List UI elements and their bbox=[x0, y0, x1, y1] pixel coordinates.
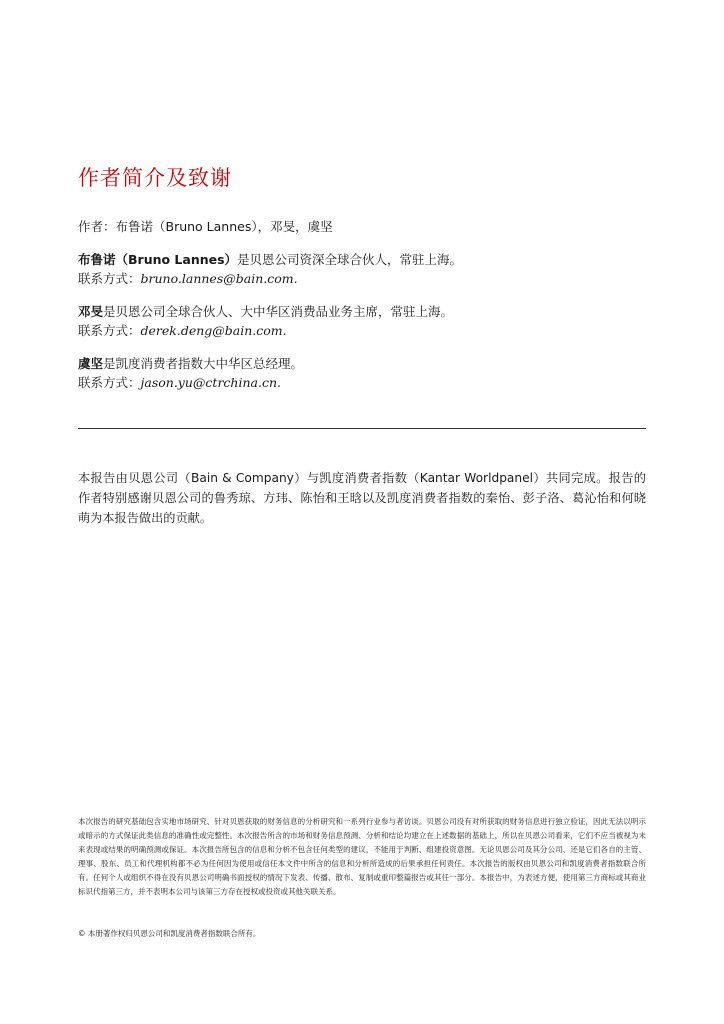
authors-line: 作者：布鲁诺（Bruno Lannes），邓旻，虞坚 bbox=[78, 219, 333, 234]
author-bio-bruno bbox=[78, 250, 462, 288]
bio-contact-line bbox=[78, 321, 453, 340]
contact-label: 联系方式： bbox=[78, 323, 141, 338]
author-name: 邓旻 bbox=[78, 304, 104, 319]
copyright-notice: © 本册著作权归贝恩公司和凯度消费者指数联合所有。 bbox=[78, 929, 261, 938]
author-description: 是贝恩公司资深全球合伙人，常驻上海。 bbox=[237, 252, 463, 267]
author-email: bruno.lannes@bain.com. bbox=[140, 271, 298, 286]
disclaimer-paragraph: 本次报告的研究基础包含实地市场研究、针对贝恩获取的财务信息的分析研究和一系列行业参与者访谈。贝恩公司没有对所获取的财务信息进行独立验证，因此无法以明示或暗示的方式保证此类信息的准确性或完整性。本次报告所含的市场和财务信息预测、分析和结论均建立在上述数据的基础上，所以在贝恩公司看来，它们不应当被视为未来表现或结果的明确预测或保证。本次报告所包含的信息和分析不包含任何类型的建议，不能用于判断、组建投资意图。无论贝恩公司及其分公司、还是它们各自的主管、理事、股东、员工和代理机构都不必为任何因为使用或信任本文件中所含的信息和分析所造成的后果承担任何责任。本次报告的版权由贝恩公司和凯度消费者指数联合所有。任何个人或组织不得在没有贝恩公司明确书面授权的情况下发表、传播、散布、复制或重印整篇报告或其任一部分。本报告中，为表述方便，使用第三方商标或其商业标识代指第三方，并不表明本公司与该第三方存在授权或投资或其他关联关系。 bbox=[78, 817, 646, 896]
section-divider bbox=[78, 428, 646, 429]
author-description: 是凯度消费者指数大中华区总经理。 bbox=[103, 356, 304, 371]
author-bio-yu bbox=[78, 354, 303, 392]
bio-contact-line bbox=[78, 373, 303, 392]
author-email: jason.yu@ctrchina.cn. bbox=[140, 375, 281, 390]
author-bio-deng bbox=[78, 302, 453, 340]
bio-contact-line bbox=[78, 269, 462, 288]
bio-intro-line bbox=[78, 250, 462, 269]
author-name: 虞坚 bbox=[78, 356, 104, 371]
author-email: derek.deng@bain.com. bbox=[140, 323, 287, 338]
author-name: 布鲁诺（Bruno Lannes） bbox=[78, 252, 238, 267]
acknowledgement-paragraph: 本报告由贝恩公司（Bain & Company）与凯度消费者指数（Kantar Worldpanel）共同完成。报告的作者特别感谢贝恩公司的鲁秀琼、方玮、陈怡和王晗以及凯度消费者指数的秦怡、彭子洛、葛沁怡和何晓萌为本报告做出的贡献。 bbox=[78, 471, 646, 525]
page-title: 作者简介及致谢 bbox=[78, 166, 232, 190]
author-description: 是贝恩公司全球合伙人、大中华区消费品业务主席，常驻上海。 bbox=[103, 304, 454, 319]
contact-label: 联系方式： bbox=[78, 375, 141, 390]
bio-intro-line bbox=[78, 354, 303, 373]
contact-label: 联系方式： bbox=[78, 271, 141, 286]
bio-intro-line bbox=[78, 302, 453, 321]
